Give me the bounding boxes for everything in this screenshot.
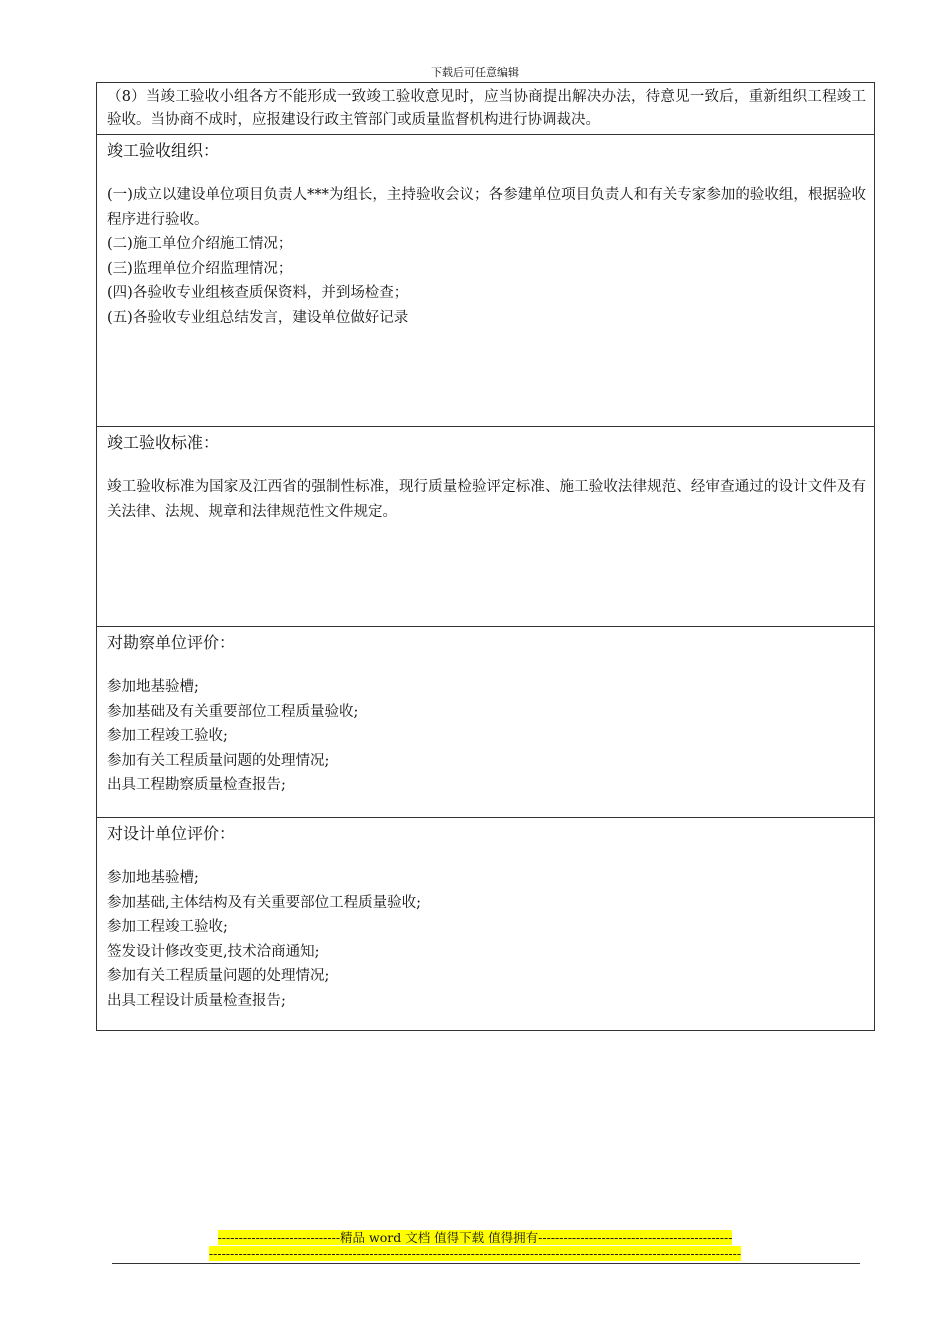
organization-item: (五)各验收专业组总结发言，建设单位做好记录 xyxy=(107,309,409,326)
survey-evaluation-item: 参加基础及有关重要部位工程质量验收; xyxy=(107,703,359,720)
design-evaluation-section xyxy=(97,817,874,1030)
survey-evaluation-item: 参加地基验槽; xyxy=(107,679,199,695)
intro-paragraph: （8）当竣工验收小组各方不能形成一致竣工验收意见时，应当协商提出解决办法，待意见一致后，重新组织工程竣工验收。当协商不成时，应报建设行政主管部门或质量监督机构进行协调裁决。 xyxy=(107,89,866,128)
organization-item: (二)施工单位介绍施工情况； xyxy=(107,236,293,252)
organization-heading: 竣工验收组织： xyxy=(107,141,220,160)
design-evaluation-item: 签发设计修改变更,技术洽商通知; xyxy=(107,943,320,960)
survey-evaluation-item: 出具工程勘察质量检查报告; xyxy=(107,777,286,793)
organization-section xyxy=(97,134,874,426)
design-evaluation-item: 参加工程竣工验收; xyxy=(107,919,228,935)
survey-evaluation-section xyxy=(97,626,874,817)
footer-divider xyxy=(112,1263,860,1264)
design-evaluation-heading: 对设计单位评价： xyxy=(107,824,236,843)
organization-item: (四)各验收专业组核查质保资料，并到场检查； xyxy=(107,285,409,301)
design-evaluation-item: 出具工程设计质量检查报告; xyxy=(107,992,286,1009)
footer-banner-line: -----------------------------精品 word 文档 值得下载 值得拥有---------------------------------------------- xyxy=(217,1230,733,1245)
organization-item: (一)成立以建设单位项目负责人***为组长，主持验收会议；各参建单位项目负责人和有关专家参加的验收组，根据验收程序进行验收。 xyxy=(107,187,866,228)
standard-heading: 竣工验收标准： xyxy=(107,433,220,452)
standard-paragraph: 竣工验收标准为国家及江西省的强制性标准，现行质量检验评定标准、施工验收法律规范、经审查通过的设计文件及有关法律、法规、规章和法律规范性文件规定。 xyxy=(107,479,866,520)
design-evaluation-item: 参加地基验槽; xyxy=(107,870,199,886)
organization-item: (三)监理单位介绍监理情况； xyxy=(107,260,293,277)
design-evaluation-item: 参加有关工程质量问题的处理情况; xyxy=(107,968,330,984)
document-table xyxy=(96,82,875,1031)
survey-evaluation-heading: 对勘察单位评价： xyxy=(107,633,236,652)
survey-evaluation-item: 参加有关工程质量问题的处理情况; xyxy=(107,752,330,769)
footer-banner-line: ------------------------------------------------------------------------------------------------------------------------------ xyxy=(208,1246,742,1261)
design-evaluation-item: 参加基础,主体结构及有关重要部位工程质量验收; xyxy=(107,894,421,911)
standard-section xyxy=(97,426,874,626)
survey-evaluation-item: 参加工程竣工验收; xyxy=(107,728,228,744)
page-header: 下载后可任意编辑 xyxy=(431,66,519,79)
footer-banner xyxy=(0,1230,950,1262)
intro-cell xyxy=(97,83,874,134)
